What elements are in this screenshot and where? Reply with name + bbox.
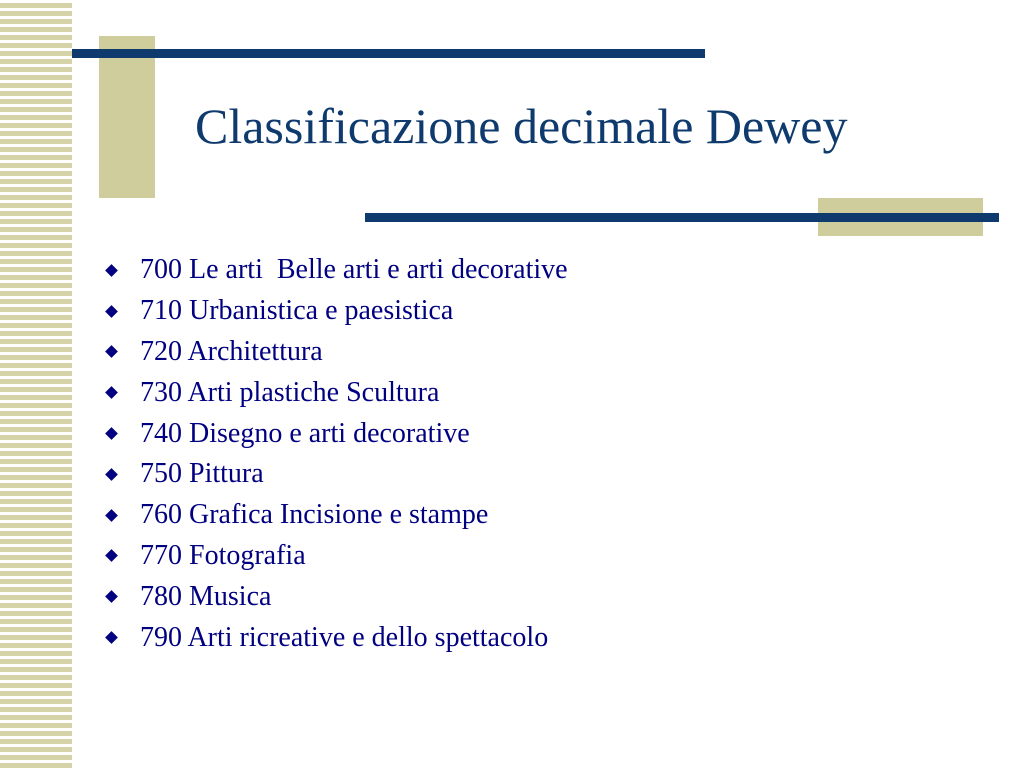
list-item [104,576,568,617]
list-item-text: 740 Disegno e arti decorative [140,417,470,449]
list-item-text: 780 Musica [140,580,272,612]
diamond-icon [105,468,118,481]
accent-block-top-left [99,36,155,198]
list-item-text: 720 Architettura [140,335,323,367]
diamond-icon [105,631,118,644]
list-item-text: 730 Arti plastiche Scultura [140,376,440,408]
list-item [104,372,568,413]
list-item [104,536,568,577]
dewey-class-list [104,250,568,658]
title-rule-top [72,49,705,58]
slide-title: Classificazione decimale Dewey [195,98,848,154]
list-item-text: 760 Grafica Incisione e stampe [140,499,489,531]
diamond-icon [105,386,118,399]
list-item-text: 700 Le arti Belle arti e arti decorative [140,254,568,286]
diamond-icon [105,509,118,522]
list-item [104,250,568,291]
list-item-text: 710 Urbanistica e paesistica [140,295,454,327]
list-item-text: 790 Arti ricreative e dello spettacolo [140,621,549,653]
list-item [104,617,568,658]
list-item-text: 750 Pittura [140,458,264,490]
list-item [104,495,568,536]
diamond-icon [105,427,118,440]
diamond-icon [105,346,118,359]
list-item [104,332,568,373]
title-rule-bottom [365,213,999,222]
diamond-icon [105,264,118,277]
list-item [104,413,568,454]
diamond-icon [105,590,118,603]
list-item-text: 770 Fotografia [140,539,306,571]
list-item [104,454,568,495]
diamond-icon [105,305,118,318]
list-item [104,291,568,332]
diamond-icon [105,550,118,563]
decorative-stripes [0,0,72,768]
